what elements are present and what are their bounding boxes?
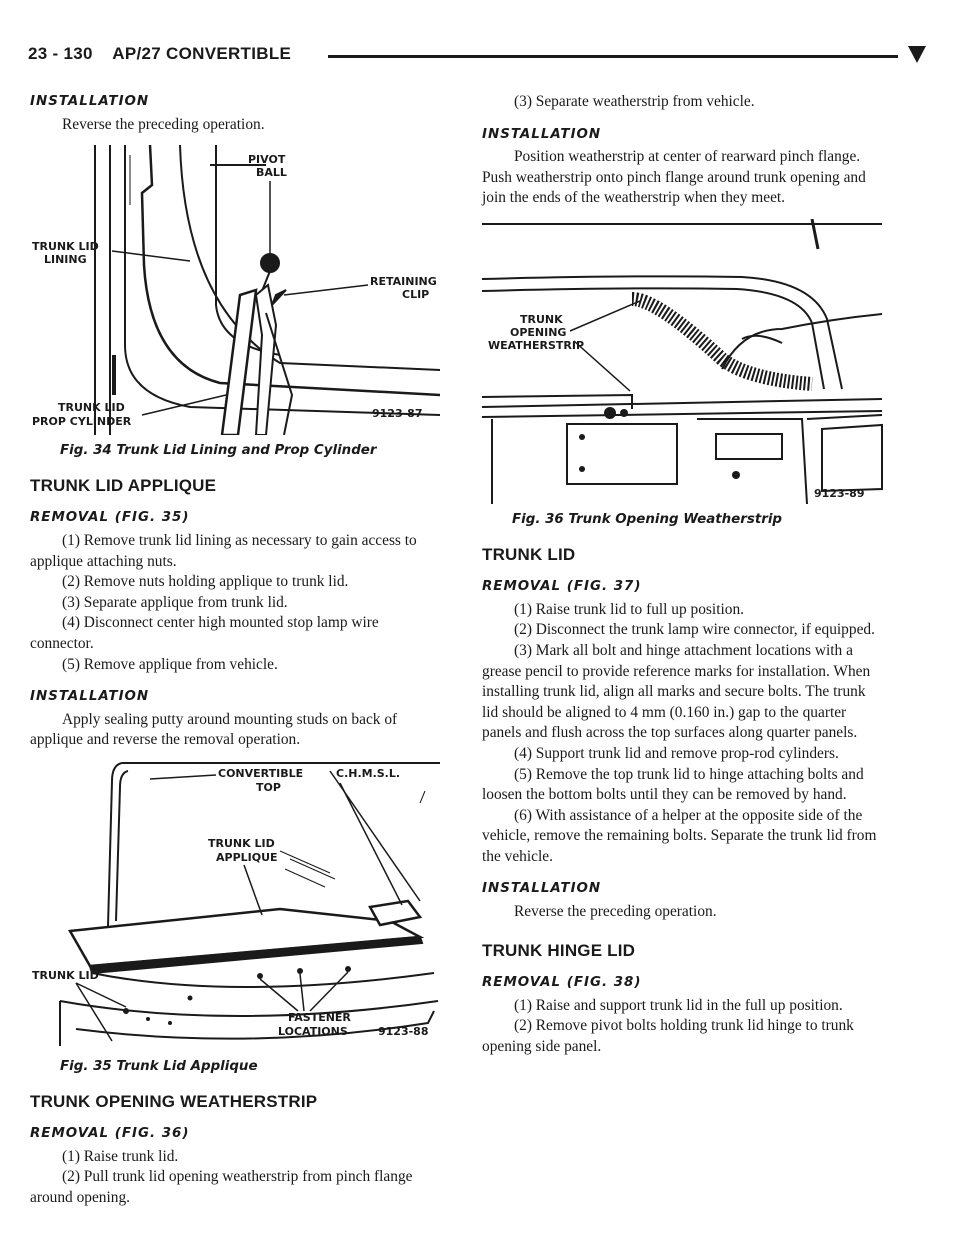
paragraph: Reverse the preceding operation. xyxy=(62,115,265,133)
label-clip-2: CLIP xyxy=(402,288,430,302)
label-chmsl: C.H.M.S.L. xyxy=(336,766,401,780)
page-label: 23 - 130 AP/27 CONVERTIBLE xyxy=(28,44,292,63)
subheading-removal: REMOVAL (FIG. 37) xyxy=(482,579,642,595)
step: (1) Raise trunk lid. xyxy=(62,1147,179,1165)
step: (5) Remove applique from vehicle. xyxy=(62,655,278,673)
subheading-installation: INSTALLATION xyxy=(482,881,602,897)
page-header xyxy=(28,44,932,78)
subheading-removal: REMOVAL (FIG. 38) xyxy=(482,975,642,991)
step: (3) Mark all bolt and hinge attachment locations with a grease pencil to provide reference marks for installation. When installing trunk lid, align all marks and secure bolts. The trunk lid should be aligned to 4 mm (0.160 in.) gap to the quarter panels and flush across the top surfaces along quarter panels. xyxy=(482,641,871,742)
left-column xyxy=(30,92,440,1208)
figure-35-caption: Fig. 35 Trunk Lid Applique xyxy=(60,1058,258,1074)
label-top-2: TOP xyxy=(256,780,281,794)
label-fasteners-1: FASTENER xyxy=(288,1010,351,1024)
figure-code: 9123-88 xyxy=(378,1024,429,1038)
right-column xyxy=(482,92,884,1058)
step: (5) Remove the top trunk lid to hinge attaching bolts and loosen the bottom bolts until they can be removed by hand. xyxy=(482,765,864,804)
header-rule xyxy=(328,55,898,58)
figure-36 xyxy=(482,219,884,504)
chrysler-triangle-icon xyxy=(908,46,926,63)
label-clip-1: RETAINING xyxy=(370,275,437,289)
section-title-trunk-lid: TRUNK LID xyxy=(482,544,576,564)
step: (2) Remove pivot bolts holding trunk lid hinge to trunk opening side panel. xyxy=(482,1017,854,1056)
subheading-removal: REMOVAL (FIG. 36) xyxy=(30,1126,190,1142)
figure-34-caption: Fig. 34 Trunk Lid Lining and Prop Cylinder xyxy=(60,443,377,459)
paragraph: Position weatherstrip at center of rearward pinch flange. Push weatherstrip onto pinch flange around trunk opening and join the ends of the weatherstrip when they meet. xyxy=(482,148,866,207)
label-fasteners-2: LOCATIONS xyxy=(278,1024,348,1038)
subheading-installation: INSTALLATION xyxy=(482,126,602,142)
label-pivot-1: PIVOT xyxy=(248,153,286,167)
label-ws-2: OPENING xyxy=(510,325,567,339)
lining-prop-cylinder-illustration xyxy=(30,145,440,435)
step: (2) Remove nuts holding applique to trunk lid. xyxy=(62,573,349,591)
label-applique-2: APPLIQUE xyxy=(216,850,278,864)
figure-36-caption: Fig. 36 Trunk Opening Weatherstrip xyxy=(512,511,783,527)
label-ws-3: WEATHERSTRIP xyxy=(488,338,585,352)
step: (1) Raise trunk lid to full up position. xyxy=(514,600,744,618)
step: (3) Separate weatherstrip from vehicle. xyxy=(514,93,755,110)
step: (3) Separate applique from trunk lid. xyxy=(62,593,288,611)
label-prop-1: TRUNK LID xyxy=(58,401,125,415)
figure-34 xyxy=(30,145,440,435)
step: (4) Support trunk lid and remove prop-rod cylinders. xyxy=(514,744,839,762)
subheading-removal: REMOVAL (FIG. 35) xyxy=(30,510,190,526)
step: (1) Remove trunk lid lining as necessary to gain access to applique attaching nuts. xyxy=(30,531,417,570)
figure-code: 9123-87 xyxy=(372,407,423,421)
subheading-installation: INSTALLATION xyxy=(30,94,150,109)
label-ws-1: TRUNK xyxy=(520,312,563,326)
label-trunk-lid: TRUNK LID xyxy=(32,968,99,982)
label-lining-2: LINING xyxy=(44,253,87,267)
figure-35 xyxy=(30,761,440,1051)
label-lining-1: TRUNK LID xyxy=(32,240,99,254)
section-title-hinge: TRUNK HINGE LID xyxy=(482,940,636,960)
step: (2) Disconnect the trunk lamp wire connector, if equipped. xyxy=(514,621,875,639)
trunk-lid-applique-illustration xyxy=(30,761,440,1051)
step: (4) Disconnect center high mounted stop lamp wire connector. xyxy=(30,614,379,652)
subheading-installation: INSTALLATION xyxy=(30,689,150,705)
weatherstrip-illustration xyxy=(482,219,884,504)
label-applique-1: TRUNK LID xyxy=(208,836,275,850)
label-prop-2: PROP CYLINDER xyxy=(32,415,132,429)
step: (6) With assistance of a helper at the opposite side of the vehicle, remove the remaining bolts. Separate the trunk lid from the vehicle. xyxy=(482,806,877,865)
paragraph: Reverse the preceding operation. xyxy=(514,903,717,921)
paragraph: Apply sealing putty around mounting studs on back of applique and reverse the removal operation. xyxy=(30,710,398,749)
step: (2) Pull trunk lid opening weatherstrip from pinch flange around opening. xyxy=(30,1168,413,1206)
section-title-weatherstrip: TRUNK OPENING WEATHERSTRIP xyxy=(30,1091,318,1111)
figure-code: 9123-89 xyxy=(814,486,865,500)
section-title-applique: TRUNK LID APPLIQUE xyxy=(30,475,217,495)
step: (1) Raise and support trunk lid in the full up position. xyxy=(514,996,843,1014)
label-pivot-2: BALL xyxy=(256,166,287,180)
label-top-1: CONVERTIBLE xyxy=(218,766,304,780)
